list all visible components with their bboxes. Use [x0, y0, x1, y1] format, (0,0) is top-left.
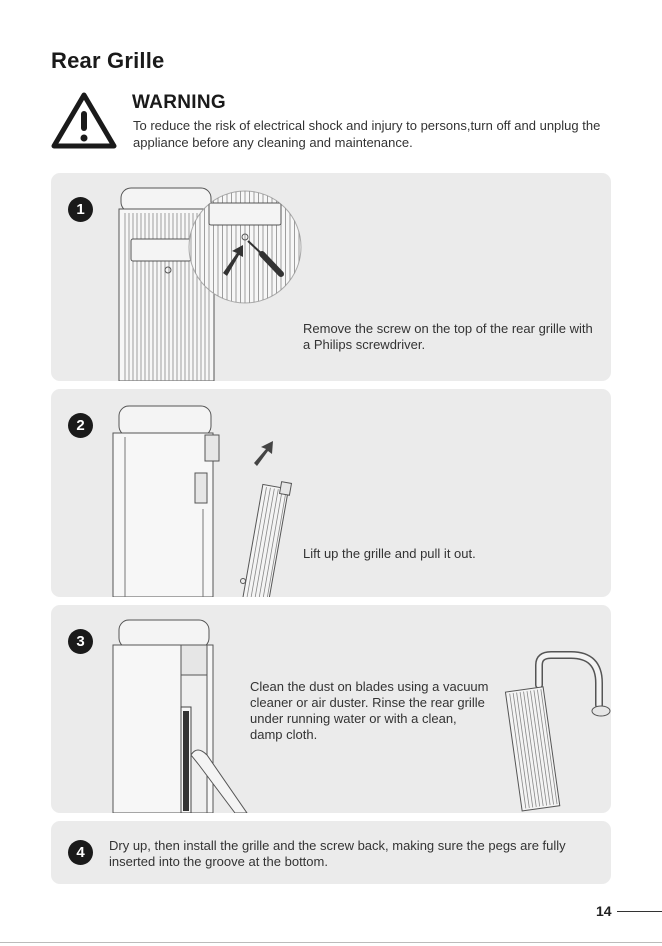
- warning-triangle-icon: [50, 91, 118, 151]
- step-3-number: 3: [68, 629, 93, 654]
- step-4-number: 4: [68, 840, 93, 865]
- warning-title: WARNING: [132, 92, 226, 113]
- step-2-illustration: [51, 389, 611, 597]
- step-2-panel: [51, 389, 611, 597]
- step-2-number: 2: [68, 413, 93, 438]
- step-1-panel: [51, 173, 611, 381]
- step-1-number: 1: [68, 197, 93, 222]
- step-3-text: Clean the dust on blades using a vacuum cleaner or air duster. Rinse the rear grille under running water or with a clean, damp cloth.: [250, 679, 489, 742]
- step-3-panel: [51, 605, 611, 813]
- step-4-panel: [51, 821, 611, 884]
- bottom-rule: [0, 942, 662, 943]
- page-number-rule: [617, 911, 662, 912]
- page-number: 14: [596, 903, 612, 919]
- warning-text: To reduce the risk of electrical shock and injury to persons,turn off and unplug the appliance before any cleaning and maintenance.: [133, 118, 601, 150]
- page-title: Rear Grille: [51, 48, 165, 73]
- step-1-text: Remove the screw on the top of the rear grille with a Philips screwdriver.: [303, 321, 593, 352]
- step-4-text: Dry up, then install the grille and the screw back, making sure the pegs are fully inserted into the groove at the bottom.: [109, 838, 566, 869]
- step-2-text: Lift up the grille and pull it out.: [303, 546, 476, 561]
